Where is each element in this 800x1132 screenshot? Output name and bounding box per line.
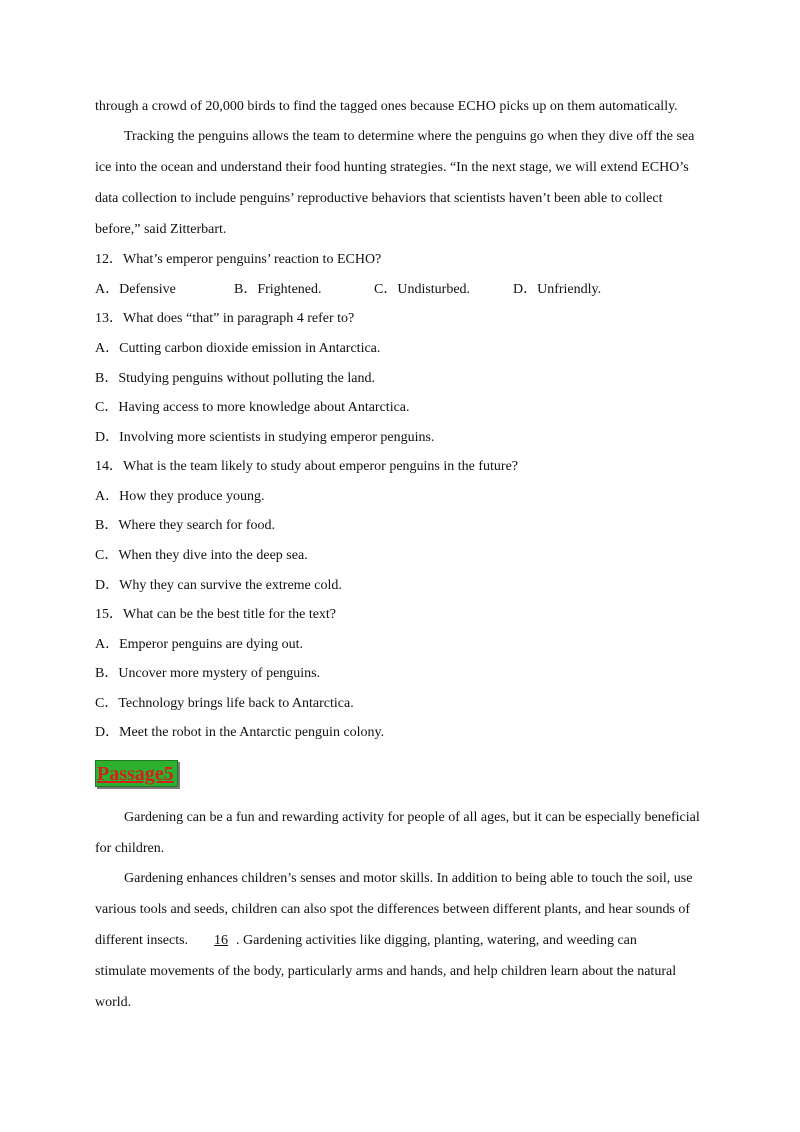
line-3-text-before-blank: different insects.	[95, 933, 189, 948]
question-13-option-a: A．Cutting carbon dioxide emission in Antarctica.	[95, 341, 381, 356]
passage-5-paragraph-2-line-4: stimulate movements of the body, particularly arms and hands, and help children learn about the natural	[95, 964, 677, 979]
passage-5-paragraph-2-line-1: Gardening enhances children’s senses and motor skills. In addition to being able to touch the soil, use	[124, 871, 693, 886]
paragraph-tracking-line-1: Tracking the penguins allows the team to determine where the penguins go when they dive off the sea	[124, 129, 695, 144]
passage-5-label-text: Passage5	[97, 763, 174, 785]
line-3-text-after-blank: . Gardening activities like digging, planting, watering, and weeding can	[236, 933, 637, 948]
question-12-stem: 12．What’s emperor penguins’ reaction to ECHO?	[95, 252, 382, 267]
question-14-stem: 14．What is the team likely to study about emperor penguins in the future?	[95, 459, 519, 474]
question-14-option-a: A．How they produce young.	[95, 489, 265, 504]
question-15-stem: 15．What can be the best title for the text?	[95, 607, 337, 622]
question-15-option-c: C．Technology brings life back to Antarctica.	[95, 696, 354, 711]
question-14-option-b: B．Where they search for food.	[95, 518, 275, 533]
question-12-option-b: B．Frightened.	[234, 282, 322, 297]
question-15-option-d: D．Meet the robot in the Antarctic penguin colony.	[95, 725, 385, 740]
question-13-stem: 13．What does “that” in paragraph 4 refer to?	[95, 311, 355, 326]
question-13-option-c: C．Having access to more knowledge about Antarctica.	[95, 400, 410, 415]
question-13-option-b: B．Studying penguins without polluting the land.	[95, 371, 375, 386]
passage-5-paragraph-2-line-3	[95, 932, 637, 950]
paragraph-continued: through a crowd of 20,000 birds to find the tagged ones because ECHO picks up on them automatically.	[95, 99, 678, 114]
question-12-option-a: A．Defensive	[95, 282, 176, 297]
question-13-option-d: D．Involving more scientists in studying emperor penguins.	[95, 430, 435, 445]
question-12-option-d: D．Unfriendly.	[513, 282, 602, 297]
passage-5-paragraph-2-line-2: various tools and seeds, children can also spot the differences between different plants, and hear sounds of	[95, 902, 691, 917]
question-14-option-c: C．When they dive into the deep sea.	[95, 548, 308, 563]
fill-in-blank-16[interactable]: 16	[214, 933, 229, 948]
passage-5-paragraph-1-line-1: Gardening can be a fun and rewarding activity for people of all ages, but it can be especially beneficial	[124, 810, 700, 825]
paragraph-tracking-line-4: before,” said Zitterbart.	[95, 222, 227, 237]
paragraph-tracking-line-3: data collection to include penguins’ reproductive behaviors that scientists haven’t been able to collect	[95, 191, 663, 206]
question-14-option-d: D．Why they can survive the extreme cold.	[95, 578, 342, 593]
paragraph-tracking-line-2: ice into the ocean and understand their food hunting strategies. “In the next stage, we will extend ECHO’s	[95, 160, 689, 175]
question-12-options	[0, 281, 800, 299]
question-15-option-a: A．Emperor penguins are dying out.	[95, 637, 304, 652]
passage-5-paragraph-1-line-2: for children.	[95, 841, 165, 856]
passage-5-label	[95, 760, 178, 787]
question-15-option-b: B．Uncover more mystery of penguins.	[95, 666, 321, 681]
passage-5-paragraph-2-line-5: world.	[95, 995, 132, 1010]
question-12-option-c: C．Undisturbed.	[374, 282, 471, 297]
